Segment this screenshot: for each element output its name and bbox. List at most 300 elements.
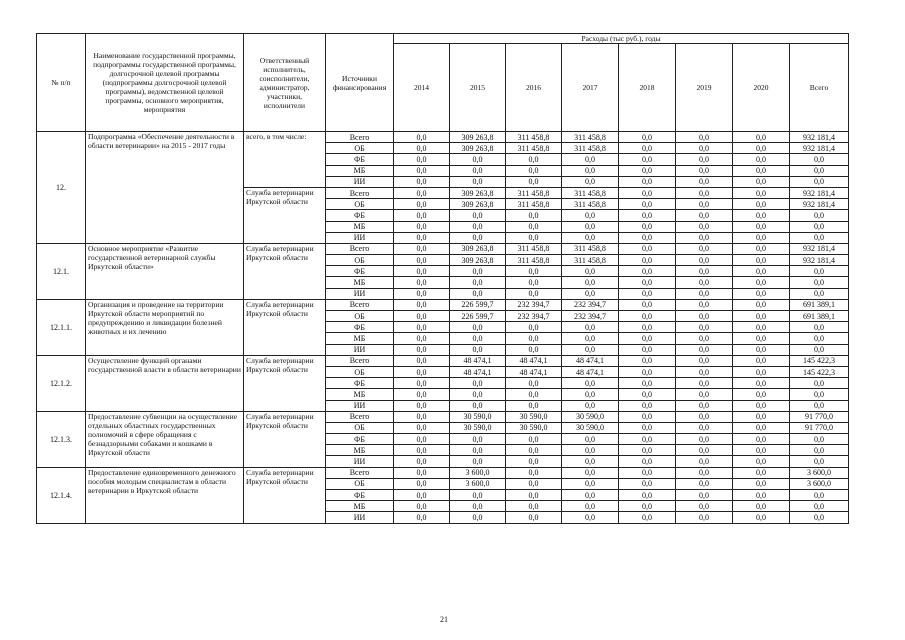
funding-source: Всего	[326, 187, 394, 198]
amount-cell: 311 458,8	[562, 199, 619, 210]
amount-cell: 0,0	[619, 400, 676, 411]
amount-cell: 0,0	[676, 355, 733, 366]
amount-cell: 0,0	[676, 132, 733, 143]
funding-source: ИИ	[326, 288, 394, 299]
amount-cell: 0,0	[562, 288, 619, 299]
amount-cell: 0,0	[506, 445, 562, 456]
amount-cell: 0,0	[733, 378, 790, 389]
funding-source: ФБ	[326, 434, 394, 445]
amount-cell: 30 590,0	[506, 422, 562, 433]
funding-source: ОБ	[326, 366, 394, 377]
amount-cell: 0,0	[619, 445, 676, 456]
amount-cell: 0,0	[506, 490, 562, 501]
program-name: Основное мероприятие «Развитие государственной ветеринарной службы Иркутской области»	[86, 243, 244, 299]
amount-cell: 30 590,0	[450, 422, 506, 433]
amount-cell: 0,0	[619, 199, 676, 210]
amount-cell: 30 590,0	[562, 422, 619, 433]
total-cell: 145 422,3	[790, 366, 849, 377]
amount-cell: 0,0	[733, 154, 790, 165]
amount-cell: 0,0	[506, 333, 562, 344]
amount-cell: 0,0	[676, 512, 733, 523]
total-cell: 932 181,4	[790, 143, 849, 154]
total-cell: 0,0	[790, 490, 849, 501]
amount-cell: 232 394,7	[506, 299, 562, 310]
amount-cell: 0,0	[733, 266, 790, 277]
amount-cell: 311 458,8	[506, 255, 562, 266]
total-cell: 0,0	[790, 445, 849, 456]
amount-cell: 0,0	[733, 355, 790, 366]
amount-cell: 0,0	[562, 378, 619, 389]
amount-cell: 0,0	[676, 143, 733, 154]
funding-source: ИИ	[326, 400, 394, 411]
amount-cell: 0,0	[506, 266, 562, 277]
amount-cell: 0,0	[394, 165, 450, 176]
amount-cell: 0,0	[506, 501, 562, 512]
table-row	[37, 355, 849, 366]
amount-cell: 0,0	[394, 210, 450, 221]
total-cell: 0,0	[790, 400, 849, 411]
amount-cell: 0,0	[506, 221, 562, 232]
amount-cell: 0,0	[619, 378, 676, 389]
amount-cell: 0,0	[676, 378, 733, 389]
header-num: № п/п	[37, 34, 86, 132]
amount-cell: 0,0	[394, 355, 450, 366]
amount-cell: 0,0	[394, 277, 450, 288]
total-cell: 3 600,0	[790, 478, 849, 489]
funding-source: ФБ	[326, 210, 394, 221]
amount-cell: 0,0	[562, 232, 619, 243]
amount-cell: 0,0	[506, 467, 562, 478]
funding-source: ИИ	[326, 344, 394, 355]
amount-cell: 0,0	[619, 221, 676, 232]
amount-cell: 0,0	[676, 232, 733, 243]
amount-cell: 0,0	[506, 400, 562, 411]
amount-cell: 0,0	[506, 176, 562, 187]
responsible-executor: Служба ветеринарии Иркутской области	[244, 467, 326, 523]
amount-cell: 311 458,8	[506, 187, 562, 198]
amount-cell: 0,0	[506, 322, 562, 333]
amount-cell: 0,0	[506, 210, 562, 221]
header-year: 2016	[506, 44, 562, 132]
amount-cell: 0,0	[394, 467, 450, 478]
amount-cell: 48 474,1	[562, 355, 619, 366]
amount-cell: 0,0	[450, 490, 506, 501]
amount-cell: 0,0	[562, 176, 619, 187]
amount-cell: 0,0	[619, 143, 676, 154]
amount-cell: 48 474,1	[450, 366, 506, 377]
amount-cell: 0,0	[676, 400, 733, 411]
amount-cell: 30 590,0	[562, 411, 619, 422]
funding-source: ИИ	[326, 512, 394, 523]
funding-source: ФБ	[326, 154, 394, 165]
amount-cell: 0,0	[562, 490, 619, 501]
funding-source: ОБ	[326, 199, 394, 210]
amount-cell: 0,0	[506, 456, 562, 467]
amount-cell: 0,0	[619, 277, 676, 288]
amount-cell: 0,0	[562, 322, 619, 333]
funding-source: ФБ	[326, 266, 394, 277]
amount-cell: 0,0	[394, 311, 450, 322]
amount-cell: 0,0	[619, 266, 676, 277]
funding-source: Всего	[326, 355, 394, 366]
amount-cell: 0,0	[562, 434, 619, 445]
amount-cell: 0,0	[676, 467, 733, 478]
amount-cell: 0,0	[619, 467, 676, 478]
responsible-executor: Служба ветеринарии Иркутской области	[244, 411, 326, 467]
amount-cell: 0,0	[394, 501, 450, 512]
amount-cell: 0,0	[506, 288, 562, 299]
budget-table	[36, 33, 849, 524]
amount-cell: 0,0	[450, 445, 506, 456]
amount-cell: 0,0	[394, 143, 450, 154]
amount-cell: 0,0	[450, 165, 506, 176]
amount-cell: 0,0	[562, 389, 619, 400]
amount-cell: 0,0	[676, 165, 733, 176]
amount-cell: 0,0	[733, 389, 790, 400]
amount-cell: 0,0	[619, 299, 676, 310]
amount-cell: 0,0	[394, 255, 450, 266]
amount-cell: 0,0	[733, 243, 790, 254]
table-row	[37, 467, 849, 478]
amount-cell: 0,0	[733, 344, 790, 355]
amount-cell: 311 458,8	[562, 132, 619, 143]
amount-cell: 0,0	[562, 221, 619, 232]
amount-cell: 30 590,0	[450, 411, 506, 422]
amount-cell: 0,0	[450, 400, 506, 411]
amount-cell: 0,0	[676, 478, 733, 489]
amount-cell: 0,0	[506, 512, 562, 523]
total-cell: 0,0	[790, 378, 849, 389]
amount-cell: 0,0	[619, 132, 676, 143]
responsible-executor: Служба ветеринарии Иркутской области	[244, 299, 326, 355]
amount-cell: 226 599,7	[450, 311, 506, 322]
amount-cell: 0,0	[619, 176, 676, 187]
amount-cell: 0,0	[506, 378, 562, 389]
amount-cell: 0,0	[733, 478, 790, 489]
amount-cell: 0,0	[562, 154, 619, 165]
total-cell: 91 770,0	[790, 411, 849, 422]
header-year: 2017	[562, 44, 619, 132]
total-cell: 932 181,4	[790, 255, 849, 266]
total-cell: 0,0	[790, 176, 849, 187]
funding-source: Всего	[326, 132, 394, 143]
amount-cell: 0,0	[619, 322, 676, 333]
amount-cell: 0,0	[450, 322, 506, 333]
amount-cell: 226 599,7	[450, 299, 506, 310]
program-name: Предоставление единовременного денежного пособия молодым специалистам в области ветеринарии в Иркутской области	[86, 467, 244, 523]
amount-cell: 48 474,1	[450, 355, 506, 366]
amount-cell: 0,0	[676, 154, 733, 165]
amount-cell: 48 474,1	[506, 355, 562, 366]
total-cell: 0,0	[790, 221, 849, 232]
amount-cell: 0,0	[676, 277, 733, 288]
total-cell: 691 389,1	[790, 299, 849, 310]
amount-cell: 0,0	[676, 187, 733, 198]
amount-cell: 0,0	[450, 512, 506, 523]
amount-cell: 0,0	[394, 434, 450, 445]
amount-cell: 0,0	[676, 490, 733, 501]
amount-cell: 0,0	[450, 333, 506, 344]
amount-cell: 311 458,8	[562, 255, 619, 266]
amount-cell: 0,0	[676, 288, 733, 299]
amount-cell: 0,0	[619, 512, 676, 523]
amount-cell: 0,0	[676, 445, 733, 456]
amount-cell: 0,0	[394, 199, 450, 210]
amount-cell: 0,0	[733, 456, 790, 467]
amount-cell: 0,0	[562, 333, 619, 344]
header-name: Наименование государственной программы, подпрограммы государственной программы, долгосрочной целевой программы (подпрограммы долгосрочной целевой программы), ведомственной целевой программы, основного мероприятия, мероприятия	[86, 34, 244, 132]
total-cell: 0,0	[790, 266, 849, 277]
amount-cell: 0,0	[619, 478, 676, 489]
amount-cell: 0,0	[394, 378, 450, 389]
amount-cell: 0,0	[619, 187, 676, 198]
amount-cell: 0,0	[733, 187, 790, 198]
amount-cell: 0,0	[394, 132, 450, 143]
table-row	[37, 132, 849, 143]
amount-cell: 0,0	[506, 478, 562, 489]
amount-cell: 0,0	[619, 154, 676, 165]
amount-cell: 0,0	[450, 277, 506, 288]
amount-cell: 0,0	[676, 333, 733, 344]
total-cell: 932 181,4	[790, 199, 849, 210]
amount-cell: 0,0	[733, 422, 790, 433]
amount-cell: 0,0	[562, 478, 619, 489]
amount-cell: 0,0	[619, 255, 676, 266]
row-number: 12.1.4.	[37, 467, 86, 523]
amount-cell: 0,0	[450, 266, 506, 277]
amount-cell: 311 458,8	[562, 243, 619, 254]
amount-cell: 0,0	[506, 165, 562, 176]
responsible-executor: Служба ветеринарии Иркутской области	[244, 355, 326, 411]
total-cell: 0,0	[790, 322, 849, 333]
funding-source: МБ	[326, 501, 394, 512]
amount-cell: 0,0	[676, 311, 733, 322]
amount-cell: 0,0	[562, 467, 619, 478]
amount-cell: 0,0	[733, 490, 790, 501]
amount-cell: 0,0	[394, 366, 450, 377]
amount-cell: 0,0	[676, 501, 733, 512]
amount-cell: 0,0	[506, 389, 562, 400]
amount-cell: 0,0	[676, 344, 733, 355]
amount-cell: 0,0	[733, 299, 790, 310]
amount-cell: 0,0	[733, 255, 790, 266]
amount-cell: 0,0	[394, 221, 450, 232]
amount-cell: 311 458,8	[506, 199, 562, 210]
amount-cell: 0,0	[733, 143, 790, 154]
amount-cell: 0,0	[394, 243, 450, 254]
amount-cell: 0,0	[562, 266, 619, 277]
amount-cell: 0,0	[733, 322, 790, 333]
amount-cell: 0,0	[619, 288, 676, 299]
amount-cell: 0,0	[733, 445, 790, 456]
amount-cell: 232 394,7	[562, 299, 619, 310]
total-cell: 0,0	[790, 277, 849, 288]
header-year: 2018	[619, 44, 676, 132]
responsible-executor: Служба ветеринарии Иркутской области	[244, 187, 326, 243]
funding-source: ОБ	[326, 422, 394, 433]
funding-source: ОБ	[326, 311, 394, 322]
amount-cell: 0,0	[619, 344, 676, 355]
funding-source: ИИ	[326, 456, 394, 467]
amount-cell: 0,0	[450, 434, 506, 445]
program-name: Организация и проведение на территории Иркутской области мероприятий по предупреждению и ликвидации болезней животных и их лечению	[86, 299, 244, 355]
amount-cell: 0,0	[733, 210, 790, 221]
amount-cell: 0,0	[733, 221, 790, 232]
amount-cell: 0,0	[619, 165, 676, 176]
amount-cell: 0,0	[562, 400, 619, 411]
total-cell: 145 422,3	[790, 355, 849, 366]
amount-cell: 0,0	[394, 422, 450, 433]
total-cell: 0,0	[790, 154, 849, 165]
header-year: 2020	[733, 44, 790, 132]
amount-cell: 0,0	[619, 232, 676, 243]
amount-cell: 0,0	[562, 210, 619, 221]
funding-source: ФБ	[326, 322, 394, 333]
amount-cell: 0,0	[676, 456, 733, 467]
total-cell: 3 600,0	[790, 467, 849, 478]
amount-cell: 0,0	[733, 434, 790, 445]
program-name: Подпрограмма «Обеспечение деятельности в области ветеринарии» на 2015 - 2017 годы	[86, 132, 244, 244]
amount-cell: 0,0	[733, 199, 790, 210]
amount-cell: 48 474,1	[506, 366, 562, 377]
funding-source: МБ	[326, 333, 394, 344]
row-number: 12.1.	[37, 243, 86, 299]
amount-cell: 0,0	[450, 378, 506, 389]
amount-cell: 0,0	[394, 456, 450, 467]
amount-cell: 0,0	[619, 490, 676, 501]
total-cell: 0,0	[790, 344, 849, 355]
amount-cell: 0,0	[733, 311, 790, 322]
amount-cell: 0,0	[562, 277, 619, 288]
total-cell: 0,0	[790, 434, 849, 445]
amount-cell: 311 458,8	[506, 143, 562, 154]
funding-source: ОБ	[326, 478, 394, 489]
row-number: 12.1.3.	[37, 411, 86, 467]
amount-cell: 0,0	[619, 355, 676, 366]
funding-source: МБ	[326, 221, 394, 232]
amount-cell: 0,0	[619, 243, 676, 254]
amount-cell: 0,0	[676, 243, 733, 254]
amount-cell: 0,0	[450, 456, 506, 467]
funding-source: Всего	[326, 411, 394, 422]
amount-cell: 0,0	[562, 512, 619, 523]
table-row	[37, 411, 849, 422]
funding-source: ФБ	[326, 490, 394, 501]
amount-cell: 0,0	[733, 501, 790, 512]
page-number: 21	[440, 615, 448, 624]
funding-source: Всего	[326, 467, 394, 478]
amount-cell: 0,0	[394, 154, 450, 165]
amount-cell: 0,0	[676, 434, 733, 445]
row-number: 12.1.1.	[37, 299, 86, 355]
amount-cell: 0,0	[394, 333, 450, 344]
table-row	[37, 243, 849, 254]
amount-cell: 0,0	[676, 366, 733, 377]
header-total: Всего	[790, 44, 849, 132]
funding-source: ИИ	[326, 176, 394, 187]
total-cell: 0,0	[790, 232, 849, 243]
total-cell: 0,0	[790, 501, 849, 512]
amount-cell: 309 263,8	[450, 132, 506, 143]
amount-cell: 0,0	[676, 255, 733, 266]
amount-cell: 0,0	[394, 232, 450, 243]
amount-cell: 311 458,8	[506, 243, 562, 254]
amount-cell: 0,0	[733, 288, 790, 299]
amount-cell: 0,0	[450, 344, 506, 355]
amount-cell: 0,0	[676, 322, 733, 333]
amount-cell: 0,0	[450, 210, 506, 221]
funding-source: МБ	[326, 445, 394, 456]
funding-source: ОБ	[326, 255, 394, 266]
amount-cell: 0,0	[676, 389, 733, 400]
amount-cell: 0,0	[394, 344, 450, 355]
funding-source: МБ	[326, 165, 394, 176]
amount-cell: 0,0	[450, 389, 506, 400]
amount-cell: 0,0	[733, 400, 790, 411]
total-cell: 0,0	[790, 210, 849, 221]
amount-cell: 0,0	[394, 490, 450, 501]
amount-cell: 0,0	[394, 478, 450, 489]
amount-cell: 0,0	[394, 288, 450, 299]
funding-source: МБ	[326, 277, 394, 288]
amount-cell: 0,0	[562, 456, 619, 467]
amount-cell: 0,0	[506, 154, 562, 165]
amount-cell: 309 263,8	[450, 187, 506, 198]
total-cell: 0,0	[790, 456, 849, 467]
amount-cell: 0,0	[506, 434, 562, 445]
amount-cell: 0,0	[619, 456, 676, 467]
amount-cell: 0,0	[450, 221, 506, 232]
funding-source: ИИ	[326, 232, 394, 243]
amount-cell: 0,0	[676, 199, 733, 210]
amount-cell: 0,0	[619, 422, 676, 433]
amount-cell: 0,0	[450, 232, 506, 243]
total-cell: 0,0	[790, 389, 849, 400]
amount-cell: 0,0	[619, 434, 676, 445]
amount-cell: 0,0	[506, 344, 562, 355]
amount-cell: 0,0	[619, 311, 676, 322]
total-cell: 691 389,1	[790, 311, 849, 322]
funding-source: МБ	[326, 389, 394, 400]
amount-cell: 309 263,8	[450, 143, 506, 154]
amount-cell: 0,0	[676, 176, 733, 187]
amount-cell: 0,0	[450, 288, 506, 299]
amount-cell: 30 590,0	[506, 411, 562, 422]
amount-cell: 0,0	[562, 344, 619, 355]
total-cell: 932 181,4	[790, 132, 849, 143]
amount-cell: 0,0	[394, 266, 450, 277]
amount-cell: 311 458,8	[562, 187, 619, 198]
amount-cell: 0,0	[394, 400, 450, 411]
amount-cell: 309 263,8	[450, 243, 506, 254]
amount-cell: 0,0	[619, 411, 676, 422]
table-row	[37, 299, 849, 310]
amount-cell: 0,0	[733, 176, 790, 187]
header-year: 2014	[394, 44, 450, 132]
amount-cell: 48 474,1	[562, 366, 619, 377]
responsible-executor: всего, в том числе:	[244, 132, 326, 188]
amount-cell: 0,0	[562, 165, 619, 176]
amount-cell: 311 458,8	[506, 132, 562, 143]
amount-cell: 0,0	[394, 299, 450, 310]
amount-cell: 0,0	[562, 501, 619, 512]
total-cell: 932 181,4	[790, 243, 849, 254]
amount-cell: 0,0	[394, 512, 450, 523]
amount-cell: 0,0	[676, 221, 733, 232]
responsible-executor: Служба ветеринарии Иркутской области	[244, 243, 326, 299]
program-name: Предоставление субвенции на осуществление отдельных областных государственных полномочий в сфере обращения с безнадзорными собаками и кошками в Иркутской области	[86, 411, 244, 467]
total-cell: 0,0	[790, 333, 849, 344]
